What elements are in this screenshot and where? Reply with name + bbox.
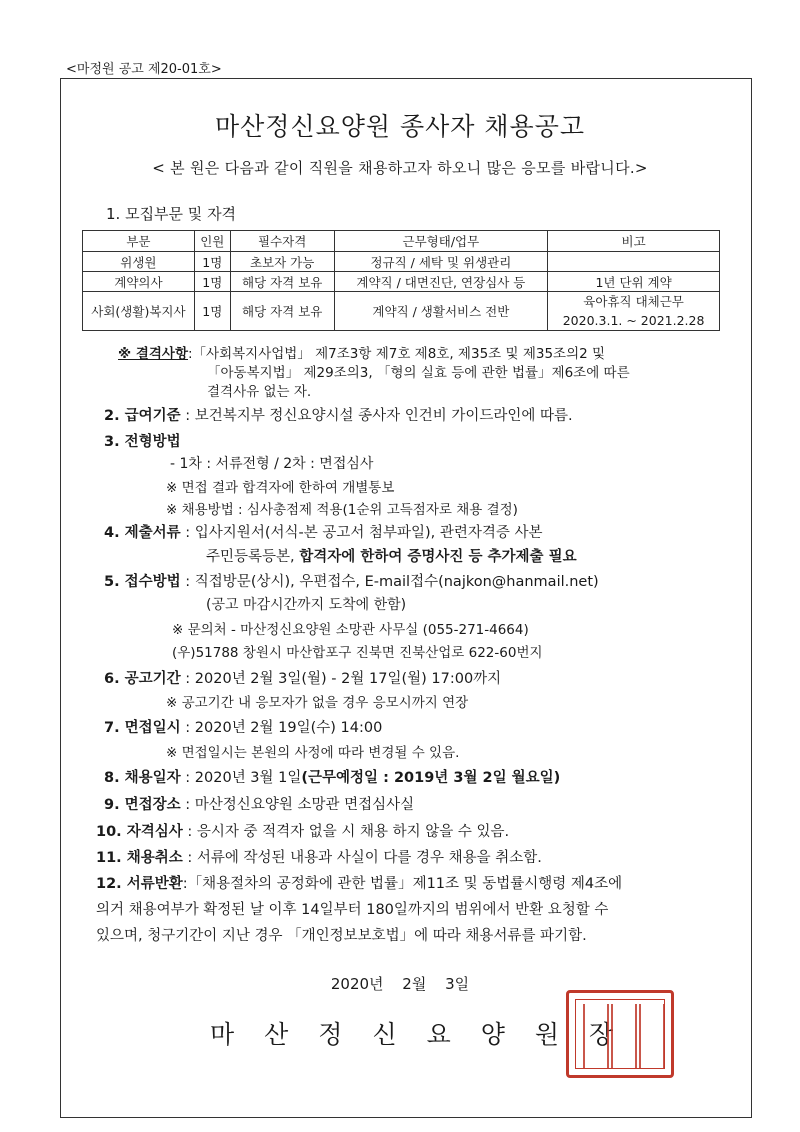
table-header: 근무형태/업무 (334, 231, 548, 252)
section-text-bold: 합격자에 한하여 증명사진 등 추가제출 필요 (299, 549, 577, 565)
disqualify-line-3: 결격사유 없는 자. (207, 384, 312, 400)
section-5 (104, 570, 599, 591)
note-period: 2020.3.1. ~ 2021.2.28 (562, 313, 705, 328)
section-text: : 응시자 중 적격자 없을 시 채용 하지 않을 수 있음. (187, 824, 510, 840)
seal-glyph (639, 1004, 665, 1068)
section-label: 10. 자격심사 (96, 824, 183, 840)
section-3-line-2: ※ 면접 결과 합격자에 한하여 개별통보 (166, 480, 395, 496)
seal-glyph (611, 1004, 637, 1068)
disqualify-line-2: 「아동복지법」 제29조의3, 「형의 실효 등에 관한 법률」제6조에 따른 (207, 365, 630, 381)
section-text: :「채용절차의 공정화에 관한 법률」제11조 및 동법률시행령 제4조에 (182, 876, 623, 892)
section-12-line-3: 있으며, 청구기간이 지난 경우 「개인정보보호법」에 따라 채용서류를 파기함. (96, 928, 587, 944)
section-text: : 입사지원서(서식-본 공고서 첨부파일), 관련자격증 사본 (185, 525, 543, 541)
section-label: 7. 면접일시 (104, 720, 181, 736)
section-5-line-4: (우)51788 창원시 마산합포구 진북면 진북산업로 622-60번지 (172, 645, 543, 661)
seal-glyph (583, 1004, 609, 1068)
section-11 (96, 846, 542, 867)
section-text-bold: (근무예정일 : 2019년 3월 2일 월요일) (301, 770, 561, 786)
table-header: 비고 (548, 231, 720, 252)
section-text: : 직접방문(상시), 우편접수, E-mail접수(najkon@hanmail.net) (185, 574, 599, 590)
section-3-line-3: ※ 채용방법 : 심사총점제 적용(1순위 고득점자로 채용 결정) (166, 502, 518, 518)
section-7 (104, 716, 382, 737)
notice-number: <마정원 공고 제20-01호> (66, 62, 222, 77)
intro-text: < 본 원은 다음과 같이 직원을 채용하고자 하오니 많은 응모를 바랍니다.> (152, 159, 648, 177)
section-label: 12. 서류반환 (96, 876, 183, 892)
section-12-line-2: 의거 채용여부가 확정된 날 이후 14일부터 180일까지의 범위에서 반환 요청할 수 (96, 902, 609, 918)
section-text: : 2020년 3월 1일 (185, 770, 302, 786)
section-5-line-2: (공고 마감시간까지 도착에 한함) (206, 597, 407, 613)
section-text: 주민등록등본, (206, 549, 300, 565)
disqualify-label: ※ 결격사항 (118, 346, 188, 362)
page-title: 마산정신요양원 종사자 채용공고 (215, 112, 585, 141)
section-5-line-3: ※ 문의처 - 마산정신요양원 소망관 사무실 (055-271-4664) (172, 622, 529, 638)
official-seal (566, 990, 674, 1078)
note-line: 육아휴직 대체근무 (583, 294, 684, 309)
section-label: 2. 급여기준 (104, 408, 181, 424)
table-cell-note (548, 292, 720, 331)
section-label: 4. 제출서류 (104, 525, 181, 541)
notice-date: 2020년 2월 3일 (330, 975, 470, 993)
section-12 (96, 872, 622, 893)
section-4-line-2 (206, 545, 577, 566)
section-4 (104, 521, 543, 542)
section-7-note: ※ 면접일시는 본원의 사정에 따라 변경될 수 있음. (166, 745, 460, 761)
table-cell: 계약직 / 생활서비스 전반 (334, 292, 548, 331)
table-cell: 계약의사 (83, 272, 195, 292)
table-cell: 1명 (194, 272, 230, 292)
table-cell: 사회(생활)복지사 (83, 292, 195, 331)
section-1-heading: 1. 모집부문 및 자격 (106, 205, 237, 223)
table-cell: 1년 단위 계약 (548, 272, 720, 292)
table-cell: 위생원 (83, 252, 195, 272)
section-6 (104, 667, 501, 688)
section-text: : 보건복지부 정신요양시설 종사자 인건비 가이드라인에 따름. (185, 408, 573, 424)
table-header-row (83, 231, 720, 252)
table-header: 부문 (83, 231, 195, 252)
table-header: 인원 (194, 231, 230, 252)
table-cell: 계약직 / 대면진단, 연장심사 등 (334, 272, 548, 292)
section-label: 5. 접수방법 (104, 574, 181, 590)
section-3-label: 3. 전형방법 (104, 434, 181, 450)
section-text: : 마산정신요양원 소망관 면접심사실 (185, 797, 415, 813)
table-cell: 초보자 가능 (230, 252, 334, 272)
section-text: : 2020년 2월 3일(월) - 2월 17일(월) 17:00까지 (185, 671, 502, 687)
section-2 (104, 404, 573, 425)
disqualify-row (118, 342, 605, 362)
table-cell: 1명 (194, 292, 230, 331)
section-6-note: ※ 공고기간 내 응모자가 없을 경우 응모시까지 연장 (166, 695, 469, 711)
table-cell: 정규직 / 세탁 및 위생관리 (334, 252, 548, 272)
signature-name: 마산정신요양원장 (210, 1020, 644, 1049)
disqualify-text: :「사회복지사업법」 제7조3항 제7호 제8호, 제35조 및 제35조의2 및 (188, 346, 606, 362)
section-text: : 2020년 2월 19일(수) 14:00 (185, 720, 383, 736)
section-8 (104, 766, 560, 787)
recruitment-table (82, 230, 720, 331)
table-row (83, 252, 720, 272)
table-row (83, 272, 720, 292)
section-label: 6. 공고기간 (104, 671, 181, 687)
section-label: 8. 채용일자 (104, 770, 181, 786)
section-label: 9. 면접장소 (104, 797, 181, 813)
table-cell: 해당 자격 보유 (230, 272, 334, 292)
section-10 (96, 820, 509, 841)
table-cell: 해당 자격 보유 (230, 292, 334, 331)
table-cell (548, 252, 720, 272)
section-text: : 서류에 작성된 내용과 사실이 다를 경우 채용을 취소함. (187, 850, 542, 866)
section-3-line-1: - 1차 : 서류전형 / 2차 : 면접심사 (170, 456, 374, 472)
table-row (83, 292, 720, 331)
section-label: 11. 채용취소 (96, 850, 183, 866)
section-9 (104, 793, 414, 814)
table-header: 필수자격 (230, 231, 334, 252)
table-cell: 1명 (194, 252, 230, 272)
